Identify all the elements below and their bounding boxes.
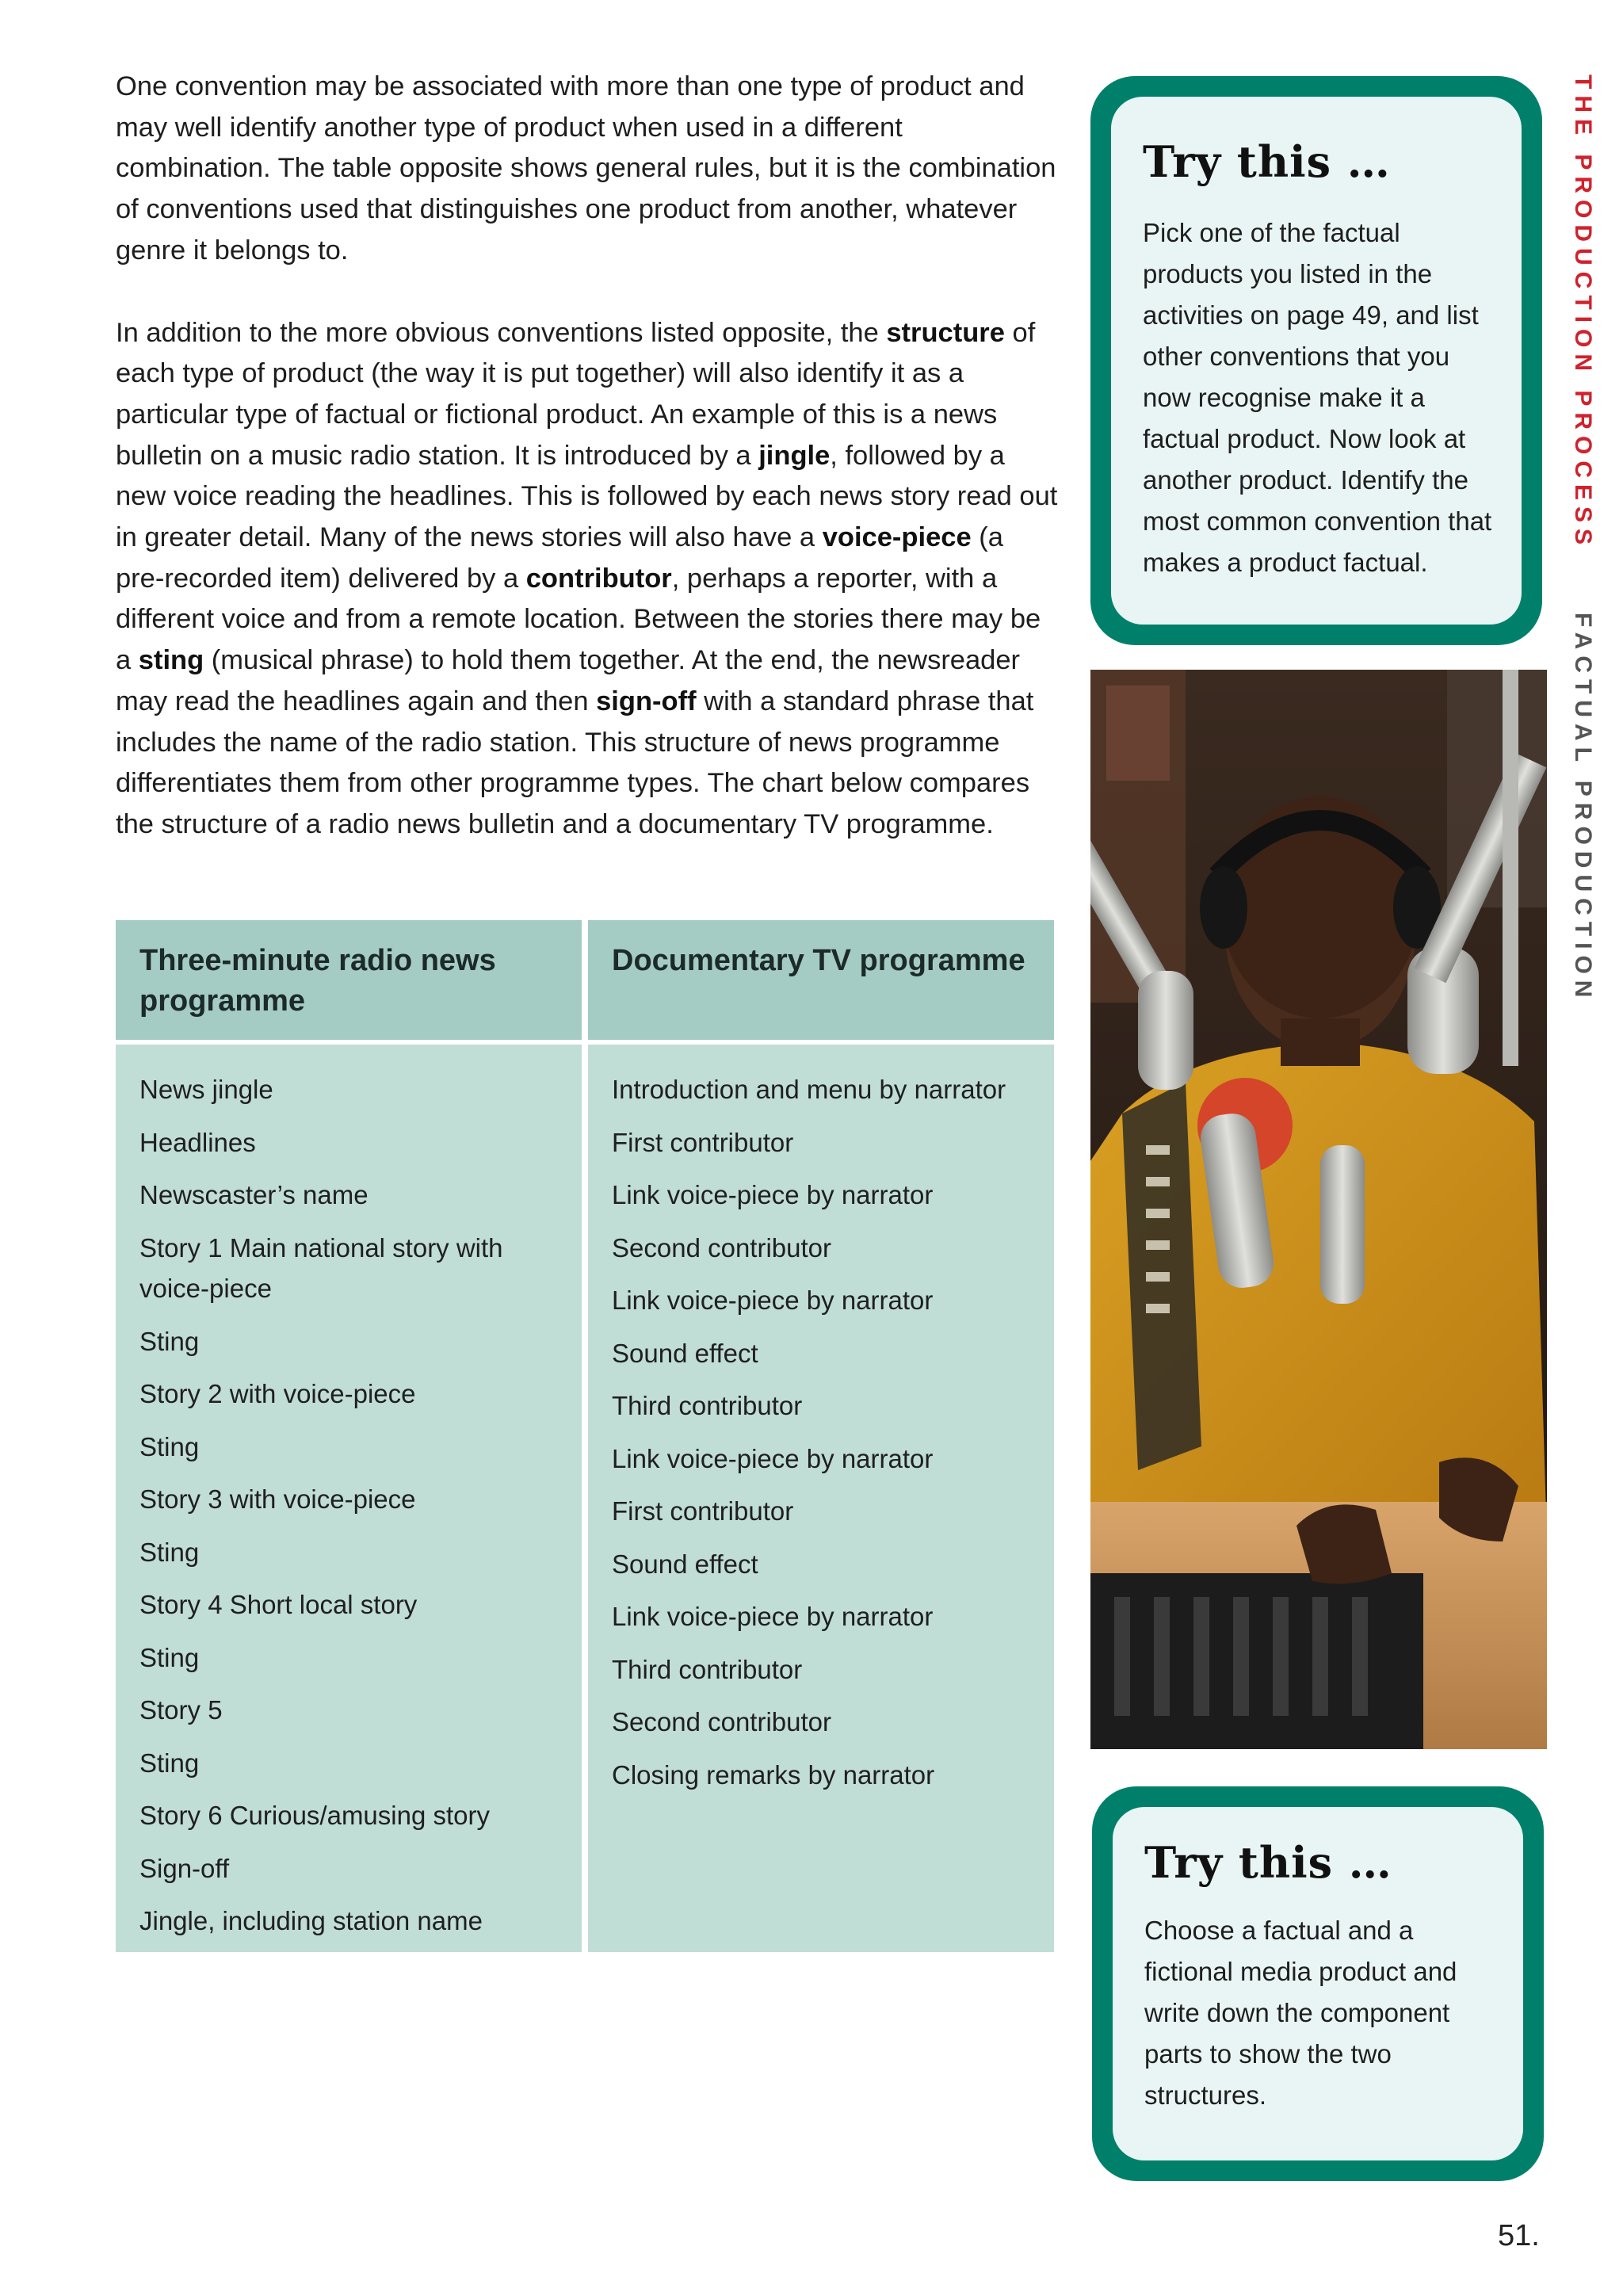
table-row: Introduction and menu by narrator: [612, 1075, 1006, 1104]
tv-column-header: Documentary TV programme: [588, 920, 1054, 1040]
table-row: First contributor: [612, 1127, 794, 1157]
try-this-title-2: Try this …: [1144, 1837, 1392, 1888]
table-row: Sting: [139, 1642, 200, 1672]
structure-comparison-table: [116, 920, 1054, 1952]
text-run: of each type of product (the way it is put together) will also identify it as a particular type of factual or fictional product. An example of this is a news bulletin on a music radio station. It is introduced by a: [116, 317, 1036, 471]
radio-presenter-photo: [1090, 670, 1547, 1749]
table-row: Link voice-piece by narrator: [612, 1443, 934, 1473]
table-row: Link voice-piece by narrator: [612, 1602, 934, 1631]
paragraph-2: [116, 313, 1059, 846]
text-run: (musical phrase) to hold them together. At the end, the newsreader may read the headlines again and then: [116, 645, 1021, 716]
text-run: with a standard phrase that includes the name of the radio station. This structure of news programme differentiates them from other programme types. The chart below compares the structure of a radio news bulletin and a documentary TV programme.: [116, 686, 1034, 839]
table-row: Closing remarks by narrator: [612, 1759, 935, 1790]
page-number: 51.: [1498, 2219, 1540, 2252]
radio-column-body: [116, 1045, 582, 1952]
text-run: One convention may be associated with more than one type of product and may well identify another type of product when used in a different combination. The table opposite shows general rules, but it is the combination of conventions used that distinguishes one product from another, whatever genre it belongs to.: [116, 71, 1056, 266]
table-row: Sign-off: [139, 1853, 230, 1883]
side-labels: [1569, 74, 1596, 1004]
section-label: THE PRODUCTION PROCESS: [1570, 74, 1596, 552]
bold-term: sign-off: [596, 686, 697, 716]
try-this-panel-1: [1111, 97, 1522, 625]
table-row: Story 1 Main national story with voice-piece: [139, 1232, 503, 1303]
table-row: Story 3 with voice-piece: [139, 1484, 416, 1514]
chapter-label: FACTUAL PRODUCTION: [1570, 613, 1596, 1004]
table-row: Link voice-piece by narrator: [612, 1286, 934, 1315]
table-row: Second contributor: [612, 1232, 832, 1263]
tv-column: [588, 920, 1054, 1952]
table-row: Jingle, including station name: [139, 1906, 483, 1935]
table-row: Sound effect: [612, 1549, 758, 1579]
table-row: Sting: [139, 1748, 200, 1778]
table-row: Story 6 Curious/amusing story: [139, 1801, 491, 1830]
bold-term: jingle: [758, 440, 831, 471]
table-row: Story 2 with voice-piece: [139, 1379, 416, 1408]
table-row: First contributor: [612, 1496, 794, 1526]
text-run: , followed by a new voice reading the headlines. This is followed by each news story read out in greater detail. Many of the news stories will also have a: [116, 440, 1058, 553]
try-this-panel-2: [1113, 1807, 1523, 2160]
table-row: Second contributor: [612, 1707, 832, 1736]
try-this-box-1: [1090, 76, 1542, 645]
table-row: Third contributor: [612, 1654, 803, 1684]
text-run: (a pre-recorded item) delivered by a: [116, 522, 1003, 594]
paragraph-1: [116, 67, 1059, 272]
try-this-text-2: Choose a factual and a fictional media product and write down the component parts to show the two structures.: [1144, 1916, 1457, 2110]
bold-term: contributor: [525, 563, 672, 594]
radio-column-header: Three-minute radio news programme: [116, 920, 582, 1040]
tv-column-body: [588, 1045, 1054, 1952]
table-row: Story 4 Short local story: [139, 1590, 418, 1619]
try-this-title-1: Try this …: [1143, 136, 1391, 187]
table-row: Sting: [139, 1326, 200, 1356]
try-this-box-2: [1092, 1786, 1544, 2181]
radio-column: [116, 920, 582, 1952]
table-row: Sound effect: [612, 1338, 758, 1368]
bold-term: voice-piece: [822, 522, 972, 553]
bold-term: sting: [138, 645, 204, 676]
table-row: Story 5: [139, 1695, 223, 1725]
body-text: [116, 67, 1059, 846]
table-row: Sting: [139, 1537, 200, 1567]
text-run: , perhaps a reporter, with a different voice and from a remote location. Between the stories there may be a: [116, 563, 1041, 676]
table-row: Third contributor: [612, 1391, 803, 1420]
try-this-text-1: Pick one of the factual products you listed in the activities on page 49, and list other conventions that you now recognise make it a factual product. Now look at another product. Identify the most common convention that makes a product factual.: [1143, 218, 1492, 577]
table-row: Link voice-piece by narrator: [612, 1180, 934, 1209]
table-row: Newscaster’s name: [139, 1180, 369, 1209]
bold-term: structure: [886, 317, 1005, 348]
table-row: News jingle: [139, 1075, 273, 1104]
table-row: Headlines: [139, 1127, 256, 1157]
text-run: In addition to the more obvious conventions listed opposite, the: [116, 317, 887, 348]
table-row: Sting: [139, 1431, 200, 1461]
radio-presenter-illustration: [1090, 670, 1547, 1749]
